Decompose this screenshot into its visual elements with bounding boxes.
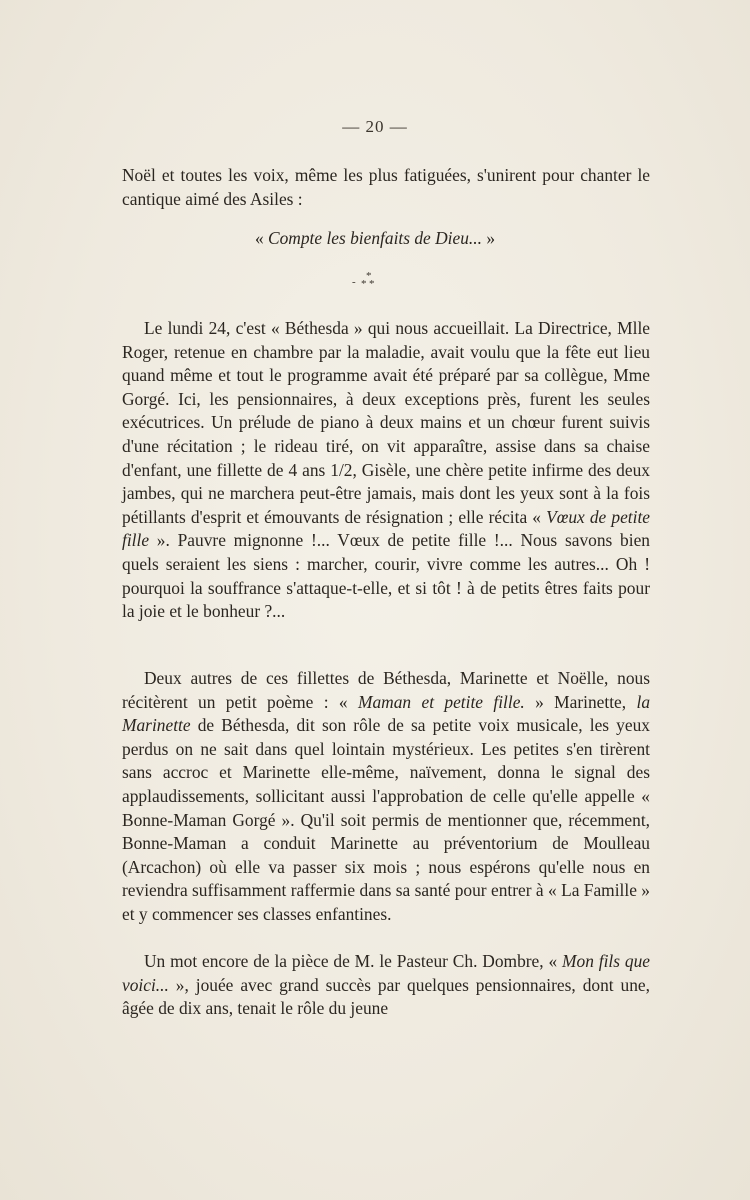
page-number: — 20 —	[342, 117, 408, 136]
hymn-quote	[0, 228, 750, 249]
text-run: » Marinette,	[524, 691, 637, 712]
continued-paragraph-text: Noël et toutes les voix, même les plus fatiguées, s'unirent pour chanter le cantique aimé des Asiles :	[122, 165, 650, 209]
paragraph-play	[122, 950, 650, 1021]
text-run: Deux autres de ces fillettes de Béthesda, Marinette et Noëlle, nous récitèrent un petit poème : «	[122, 668, 650, 712]
asterism-dash: -	[352, 276, 356, 288]
text-run: ». Pauvre mignonne !... Vœux de petite fille !... Nous savons bien quels seraient les siens : marcher, courir, vivre comme les autres... Oh ! pourquoi la souffrance s'attaque-t-elle, et si tôt ! à de petits êtres faits pour la joie et le bonheur ?...	[122, 530, 650, 622]
paragraph-text	[122, 317, 650, 624]
paragraph-bethesda-fete	[122, 317, 650, 624]
italic-title: Mon fils que voici...	[122, 951, 650, 995]
text-run: Le lundi 24, c'est « Béthesda » qui nous accueillait. La Directrice, Mlle Roger, retenue en chambre par la maladie, avait voulu que la fête eut lieu quand même et tout le programme avait été préparé par sa collègue, Mme Gorgé. Ici, les pensionnaires, à deux exceptions près, furent les seules exécutrices. Un prélude de piano à deux mains et un chœur furent suivis d'une récitation ; le rideau tiré, on vit apparaître, assise dans sa chaise d'enfant, une fillette de 4 ans 1/2, Gisèle, une chère petite infirme des deux jambes, qui ne marchera peut-être jamais, mais dont les yeux sont à la fois pétillants d'esprit et émouvants de résignation ; elle récita «	[122, 318, 650, 527]
italic-title: Vœux de petite fille	[122, 506, 650, 551]
text-run: », jouée avec grand succès par quelques pensionnaires, dont une, âgée de dix ans, tenait le rôle du jeune	[122, 974, 650, 1019]
asterism-star: *	[369, 278, 375, 290]
hymn-title: Compte les bienfaits de Dieu...	[268, 228, 482, 248]
paragraph-text	[122, 950, 650, 1021]
paragraph-marinette	[122, 667, 650, 927]
italic-title: la Marinette	[122, 691, 651, 736]
asterism-star: *	[366, 270, 372, 282]
text-run: de Béthesda, dit son rôle de sa petite voix musicale, les yeux perdus on ne sait dans quel lointain mystérieux. Les petites s'en tirèrent sans accroc et Marinette elle-même, naïvement, donna le signal des applaudissements, sollicitant aussi l'approbation de celle qu'elle appelle « Bonne-Maman Gorgé ». Qu'il soit permis de mentionner que, récemment, Bonne-Maman a conduit Marinette au préventorium de Moulleau (Arcachon) où elle va passer six mois ; nous espérons qu'elle nous en reviendra suffisamment raffermie dans sa santé pour entrer à « La Famille » et y commencer ses classes enfantines.	[122, 715, 650, 924]
paragraph-text	[122, 667, 650, 927]
continued-paragraph	[122, 164, 650, 211]
italic-title: Maman et petite fille.	[357, 691, 525, 712]
quote-open: «	[254, 228, 268, 248]
quote-close: »	[481, 228, 496, 248]
section-asterism	[350, 270, 390, 294]
text-run: Un mot encore de la pièce de M. le Pasteur Ch. Dombre, «	[144, 951, 563, 971]
asterism-star: *	[361, 278, 367, 290]
